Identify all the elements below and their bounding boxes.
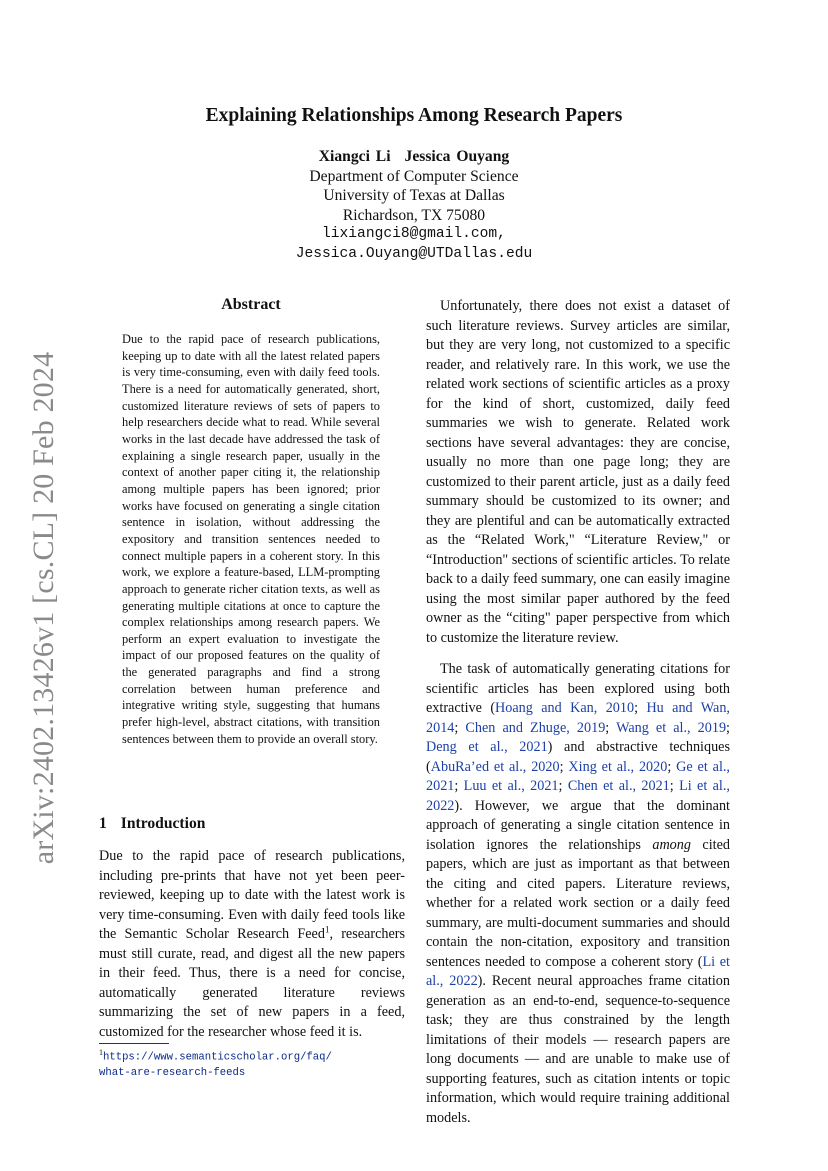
citation-link[interactable]: Chen et al., 2021 <box>567 778 670 794</box>
footnote-mark: 1 <box>99 1048 103 1057</box>
right-paragraph-2: The task of automatically generating citations for scientific articles has been explored using both extractive (Hoang and Kan, 2010; Hu and Wan, 2014; Chen and Zhuge, 2019; Wang et al., 2019; Deng et al., 2021) and abstractive techniques (AbuRa’ed et al., 2020; Xing et al., 2020; Ge et al., 2021; Luu et al., 2021; Chen et al., 2021; Li et al., 2022). However, we argue that the dominant approach of generating a single citation sentence in isolation ignores the relationships among cited papers, which are just as important as that between the citing and cited papers. Literature reviews, whether for a related work section or a daily feed summary, are multi-document summaries and should contain the non-citation, expository and transition sentences needed to compose a coherent story (Li et al., 2022). Recent neural approaches frame citation generation as an end-to-end, sequence-to-sequence task; they are thus constrained by the length limitations of their models — research papers are long documents — and are unable to make use of supporting features, such as citation intents or topic information, which would require training additional models. <box>426 661 731 1126</box>
author-city: Richardson, TX 75080 <box>342 206 486 224</box>
arxiv-identifier-stamp: arXiv:2402.13426v1 [cs.CL] 20 Feb 2024 <box>27 351 60 865</box>
p2-text-e: ). Recent neural approaches frame citation generation as an end-to-end, sequence-to-sequence task; they are thus constrained by the length limitations of their models — research papers are long documents — and are unable to make use of supporting features, such as citation intents or topic information, which would require training additional models. <box>426 973 730 1126</box>
right-column-body <box>426 297 730 1128</box>
abstract-text: Due to the rapid pace of research publications, keeping up to date with all the latest related papers is very time-consuming, even with daily feed tools. There is a need for automatically generated, short, customized literature reviews of sets of papers to help researchers decide what to read. While several works in the last decade have addressed the task of explaining a single research paper, usually in the context of another paper citing it, the relationship among multiple papers has been ignored; prior works have focused on generating a single citation sentence in isolation, without addressing the expository and transition sentences needed to connect multiple papers in a coherent story. In this work, we explore a feature-based, LLM-prompting approach to generate richer citation texts, as well as generating multiple citations at once to capture the complex relationships among research papers. We perform an expert evaluation to investigate the impact of our proposed features on the quality of the generated paragraphs and find a strong correlation between human preference and integrative writing style, suggesting that humans prefer high-level, abstract citations, with transition sentences between them to provide an overall story. <box>122 332 380 746</box>
footnote-reference-1[interactable]: 1 <box>324 924 330 935</box>
abstract-heading: Abstract <box>221 296 281 313</box>
introduction-body <box>99 847 405 1042</box>
section-heading-introduction <box>99 815 205 833</box>
author-email-1: lixiangci8@gmail.com, <box>322 226 506 242</box>
author-name-2: Jessica Ouyang <box>404 148 510 165</box>
p2-text-d: cited papers, which are just as important as that between the citing and cited papers. Literature reviews, whether for a related work section or a daily feed summary, are multi-document summaries and should contain the non-citation, expository and transition sentences needed to compose a coherent story ( <box>426 836 731 970</box>
p2-text-c: ). However, we argue that the dominant approach of generating a single citation sentence in isolation ignores the relationships <box>426 797 730 853</box>
section-title: Introduction <box>120 815 206 832</box>
author-block <box>0 147 828 264</box>
citation-link[interactable]: Luu et al., 2021 <box>463 778 559 794</box>
introduction-paragraph <box>99 847 405 1042</box>
section-number: 1 <box>99 815 107 832</box>
author-department: Department of Computer Science <box>309 167 519 185</box>
citation-link[interactable]: Xing et al., 2020 <box>568 758 668 775</box>
citation-link[interactable]: Deng et al., 2021 <box>426 739 548 755</box>
footnote-url-line-1[interactable]: https://www.semanticscholar.org/faq/ <box>103 1051 332 1064</box>
citation-link[interactable]: Hoang and Kan, 2010 <box>495 700 635 716</box>
footnote-divider <box>99 1043 169 1044</box>
abstract-body <box>122 331 380 747</box>
citation-link[interactable]: Wang et al., 2019 <box>616 719 727 736</box>
p2-text-b: ) and abstractive techniques ( <box>426 739 730 775</box>
paper-title: Explaining Relationships Among Research Papers <box>205 105 623 126</box>
citation-link[interactable]: Ge et al., 2021 <box>426 758 730 794</box>
footnote-url-line-2[interactable]: what-are-research-feeds <box>99 1066 246 1079</box>
author-names <box>0 147 828 167</box>
author-email-2: Jessica.Ouyang@UTDallas.edu <box>295 245 533 262</box>
right-paragraph-1: Unfortunately, there does not exist a dataset of such literature reviews. Survey articles are similar, but they are very long, not customized to a specific reader, and relatively rare. In this work, we use the related work sections of scientific articles as a proxy for the kind of short, customized, daily feed summaries we wish to generate. Related work sections have several advantages: they are concise, usually no more than one page long; they are customized to their parent article, just as a daily feed summary should be customized to its owner; and they are plentiful and can be automatically extracted as the “Related Work," “Literature Review," or “Introduction" sections of scientific articles. To relate back to a daily feed summary, one can easily imagine using the most similar paper authored by the feed owner as the “citing" paper perspective from which to customize the literature review. <box>426 298 730 646</box>
author-name-1: Xiangci Li <box>318 148 391 165</box>
p2-text-a: The task of automatically generating citations for scientific articles has been explored using both extractive ( <box>426 661 730 716</box>
intro-text-part-1: Due to the rapid pace of research publications, including pre-prints that have not yet been peer-reviewed, keeping up to date with the latest work is very time-consuming. Even with daily feed tools like the Semantic Scholar Research Feed <box>99 848 405 942</box>
citation-link[interactable]: Li et al., 2022 <box>426 778 730 814</box>
citation-link[interactable]: Hu and Wan, 2014 <box>426 700 730 736</box>
intro-text-part-2: , researchers must still curate, read, and digest all the new papers in their feed. Thus, there is a need for concise, automatically generated literature reviews summarizing the set of new papers in a feed, customized for the researcher whose feed it is. <box>99 926 406 1040</box>
citation-link[interactable]: Chen and Zhuge, 2019 <box>465 719 606 736</box>
citation-link[interactable]: Li et al., 2022 <box>426 953 730 989</box>
footnote-1 <box>99 1046 405 1080</box>
p2-emphasis: among <box>652 836 691 853</box>
citation-link[interactable]: AbuRa’ed et al., 2020 <box>430 758 560 775</box>
author-university: University of Texas at Dallas <box>323 187 505 204</box>
